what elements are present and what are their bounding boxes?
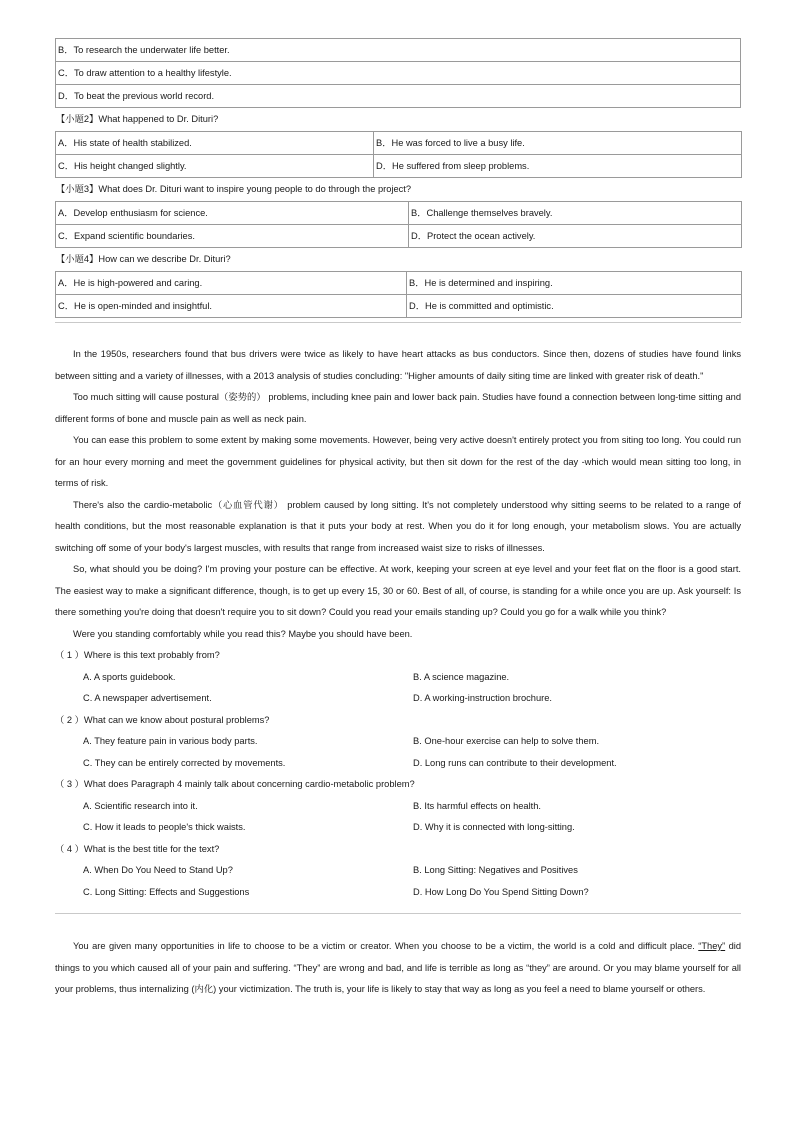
option-a[interactable]: A. They feature pain in various body parts. [83, 736, 258, 746]
question-3-stem: 【小题3】What does Dr. Dituri want to inspire young people to do through the project? [56, 184, 412, 194]
option-d[interactable]: D．He is committed and optimistic. [407, 295, 742, 318]
question-stem: （ 1 ）Where is this text probably from? [55, 650, 220, 660]
passage-2 [55, 344, 741, 645]
options-row [55, 860, 741, 882]
option-b[interactable]: B. Its harmful effects on health. [413, 800, 541, 811]
option-b[interactable]: B．Challenge themselves bravely. [409, 202, 742, 225]
question-stem: （ 3 ）What does Paragraph 4 mainly talk about concerning cardio-metabolic problem? [55, 779, 415, 789]
passage-3 [55, 936, 741, 1001]
option-b[interactable]: B．He was forced to live a busy life. [374, 132, 742, 155]
passage-paragraph [55, 936, 741, 1001]
option-a[interactable]: A．Develop enthusiasm for science. [56, 202, 409, 225]
option-b[interactable]: B. Long Sitting: Negatives and Positives [413, 865, 578, 875]
option-d[interactable]: D．To beat the previous world record. [56, 85, 741, 108]
options-row [55, 731, 741, 753]
question-4-stem: 【小题4】How can we describe Dr. Dituri? [56, 254, 231, 264]
table-row [56, 155, 742, 178]
option-c[interactable]: C．He is open-minded and insightful. [56, 295, 407, 318]
options-row [55, 882, 741, 904]
option-c[interactable]: C．To draw attention to a healthy lifestyle. [56, 62, 741, 85]
table-row [56, 132, 742, 155]
options-row [55, 817, 741, 839]
table-row [56, 295, 742, 318]
q1-options-table [55, 38, 741, 108]
option-c[interactable]: C. They can be entirely corrected by movements. [83, 757, 286, 768]
option-d[interactable]: D. Long runs can contribute to their development. [413, 757, 617, 768]
passage-paragraph: You can ease this problem to some extent by making some movements. However, being very active doesn't entirely protect you from siting too long. You could run for an hour every morning and meet the government guidelines for physical activity, but then sit down for the rest of the day -which would mean sitting too long, in terms of risk. [55, 435, 741, 488]
table-row [56, 225, 742, 248]
option-a[interactable]: A. A sports guidebook. [83, 671, 176, 682]
option-a[interactable]: A. Scientific research into it. [83, 800, 198, 811]
passage-paragraph: Were you standing comfortably while you read this? Maybe you should have been. [73, 628, 413, 639]
passage-2-questions [55, 645, 741, 903]
table-row [56, 272, 742, 295]
option-a[interactable]: A．He is high-powered and caring. [56, 272, 407, 295]
passage-paragraph: In the 1950s, researchers found that bus drivers were twice as likely to have heart attacks as bus conductors. Since then, dozens of studies have found links between sitting and a variety of illnesses, with a 2013 analysis of studies concluding: "Higher amounts of daily siting time are linked with greater risk of death." [55, 349, 741, 381]
options-row [55, 753, 741, 775]
q2-options-table [55, 131, 742, 178]
question-stem: （ 2 ）What can we know about postural problems? [55, 714, 270, 725]
option-c[interactable]: C．His height changed slightly. [56, 155, 374, 178]
question-2-stem: 【小题2】What happened to Dr. Dituri? [56, 114, 219, 124]
option-c[interactable]: C. How it leads to people's thick waists. [83, 822, 246, 832]
option-c[interactable]: C. A newspaper advertisement. [83, 693, 212, 703]
option-a[interactable]: A. When Do You Need to Stand Up? [83, 865, 233, 875]
option-d[interactable]: D. Why it is connected with long-sitting. [413, 822, 575, 832]
option-a[interactable]: A．His state of health stabilized. [56, 132, 374, 155]
passage-paragraph: There's also the cardio-metabolic（心血管代谢） problem caused by long sitting. It's not completely understood why sitting seems to be related to a range of health conditions, but the most reasonable explanation is that it puts your body at rest. When you do it for long enough, your metabolism slows. You are actually switching off some of your body's largest muscles, with results that range from increased waist size to risks of illnesses. [55, 499, 741, 553]
option-c[interactable]: C. Long Sitting: Effects and Suggestions [83, 886, 250, 897]
q3-options-table [55, 201, 742, 248]
option-d[interactable]: D．Protect the ocean actively. [409, 225, 742, 248]
options-row [55, 796, 741, 818]
they-underlined: “They” [698, 941, 726, 951]
passage-text: You are given many opportunities in life to choose to be a victim or creator. When you choose to be a victim, the world is a cold and difficult place. [73, 941, 695, 951]
option-b[interactable]: B．To research the underwater life better. [56, 39, 741, 62]
section-divider [55, 913, 741, 914]
table-row [56, 85, 741, 108]
option-d[interactable]: D. How Long Do You Spend Sitting Down? [413, 886, 589, 897]
section-divider [55, 322, 741, 323]
passage-text: did things to you which caused all of your pain and suffering. “They” are wrong and bad, and life is terrible as long as “they” are around. Or you may blame yourself for all your problems, thus internalizing (内化) your victimization. The truth is, your life is likely to stay that way as long as you feel a need to blame yourself or others. [55, 941, 741, 994]
option-c[interactable]: C．Expand scientific boundaries. [56, 225, 409, 248]
option-d[interactable]: D．He suffered from sleep problems. [374, 155, 742, 178]
table-row [56, 39, 741, 62]
passage-paragraph: So, what should you be doing? I'm proving your posture can be effective. At work, keeping your screen at eye level and your feet flat on the floor is a good start. The easiest way to make a significant difference, though, is to get up every 15, 30 or 60. Best of all, of course, is standing for a while once you are up. Ask yourself: Is there something you're doing that doesn't require you to sit down? Could you read your emails standing up? Could you go for a walk while you think? [55, 564, 741, 617]
table-row [56, 202, 742, 225]
passage-paragraph: Too much sitting will cause postural（姿势的） problems, including knee pain and lower back pain. Studies have found a connection between long-time sitting and different forms of bone and muscle pain as well as neck pain. [55, 392, 741, 424]
options-row [55, 688, 741, 710]
option-b[interactable]: B．He is determined and inspiring. [407, 272, 742, 295]
option-b[interactable]: B. One-hour exercise can help to solve them. [413, 736, 600, 746]
option-d[interactable]: D. A working-instruction brochure. [413, 693, 552, 703]
q4-options-table [55, 271, 742, 318]
options-row [55, 667, 741, 689]
table-row [56, 62, 741, 85]
option-b[interactable]: B. A science magazine. [413, 671, 510, 682]
worksheet-page [55, 38, 741, 1001]
question-stem: （ 4 ）What is the best title for the text? [55, 843, 220, 854]
